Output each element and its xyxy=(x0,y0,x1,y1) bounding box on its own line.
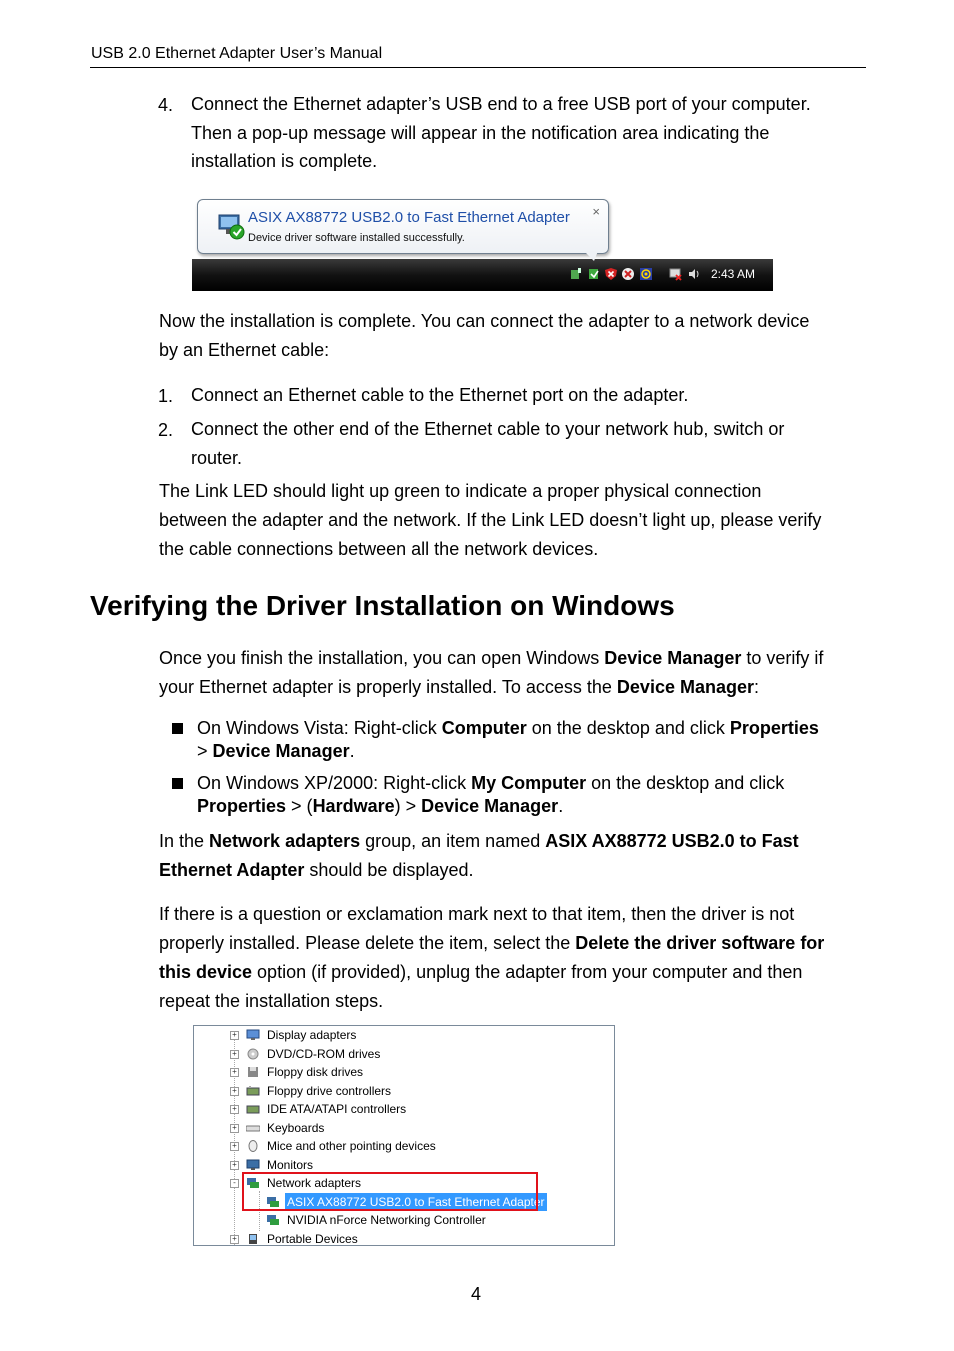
text: . xyxy=(558,796,564,816)
expand-icon[interactable]: + xyxy=(230,1142,239,1151)
display-adapter-icon xyxy=(246,1029,260,1041)
tree-item-label: IDE ATA/ATAPI controllers xyxy=(267,1102,407,1116)
paragraph-line: If there is a question or exclamation mark next to that item, then the driver is not xyxy=(159,904,795,924)
usb-device-icon[interactable] xyxy=(569,267,583,281)
bullet-square xyxy=(172,723,183,734)
tree-item-label: DVD/CD-ROM drives xyxy=(267,1046,381,1061)
bold-text: Hardware xyxy=(312,796,395,816)
paragraph-line: the cable connections between all the network devices. xyxy=(159,539,599,559)
mouse-icon xyxy=(246,1140,260,1152)
paragraph-link-led xyxy=(159,477,821,564)
list-item-2-line-2: router. xyxy=(191,447,243,468)
paragraph-troubleshoot xyxy=(159,900,824,1016)
tree-item-label: Display adapters xyxy=(267,1028,357,1042)
text: ) > xyxy=(394,796,422,816)
shield-icon[interactable] xyxy=(604,267,618,281)
bold-text: Device Manager xyxy=(212,741,350,761)
network-adapter-icon xyxy=(266,1214,280,1226)
text: on the desktop and click xyxy=(526,718,730,738)
paragraph-line: Now the installation is complete. You can connect the adapter to a network device xyxy=(159,311,810,331)
text: properly installed. Please delete the item, select the xyxy=(159,933,576,953)
list-item-2-number: 2. xyxy=(158,420,174,440)
security-alert-icon[interactable] xyxy=(621,267,635,281)
tree-item-label: NVIDIA nForce Networking Controller xyxy=(287,1213,486,1227)
text: . xyxy=(349,741,355,761)
text: In the xyxy=(159,831,210,851)
bold-text: Device Manager xyxy=(604,648,742,668)
portable-device-icon xyxy=(246,1233,260,1245)
bold-text: Properties xyxy=(729,718,819,738)
expand-icon[interactable]: + xyxy=(230,1031,239,1040)
tree-item-label-selected: ASIX AX88772 USB2.0 to Fast Ethernet Adapter xyxy=(287,1194,545,1209)
taskbar xyxy=(192,259,773,291)
floppy-disk-icon xyxy=(246,1066,260,1078)
wireless-icon[interactable] xyxy=(639,267,653,281)
tree-item-label: Portable Devices xyxy=(267,1231,358,1246)
paragraph-installation-complete xyxy=(159,307,809,365)
page-number: 4 xyxy=(471,1284,482,1304)
bold-text: Computer xyxy=(441,718,527,738)
monitor-icon xyxy=(246,1159,260,1171)
text: option (if provided), unplug the adapter from your computer and then xyxy=(252,962,803,982)
text: on the desktop and click xyxy=(586,773,785,793)
header-title: USB 2.0 Ethernet Adapter User’s Manual xyxy=(91,45,383,62)
bold-text: ASIX AX88772 USB2.0 to Fast xyxy=(545,831,799,851)
section-title: Verifying the Driver Installation on Windows xyxy=(90,590,675,621)
paragraph-device-manager xyxy=(159,644,823,702)
paragraph-line: between the adapter and the network. If the Link LED doesn’t light up, please verify xyxy=(159,510,822,530)
expand-icon[interactable]: + xyxy=(230,1161,239,1170)
text: > xyxy=(197,741,213,761)
text: : xyxy=(754,677,760,697)
bullet-xp xyxy=(197,772,784,818)
step-4-line-1: Connect the Ethernet adapter’s USB end to a free USB port of your computer. xyxy=(191,94,811,114)
step-4-line-3: installation is complete. xyxy=(191,151,378,171)
text: to verify if xyxy=(741,648,824,668)
expand-icon[interactable]: + xyxy=(230,1068,239,1077)
bullet-square xyxy=(172,778,183,789)
collapse-icon[interactable]: - xyxy=(230,1179,239,1188)
list-item-2-text xyxy=(191,415,784,472)
bold-text: Network adapters xyxy=(209,831,361,851)
tree-item-label: Keyboards xyxy=(267,1120,325,1135)
tree-item-label: Monitors xyxy=(267,1157,314,1172)
tree-item-label: Mice and other pointing devices xyxy=(267,1139,436,1153)
list-item-1-text: Connect an Ethernet cable to the Ethernet port on the adapter. xyxy=(191,385,689,405)
bold-text: Device Manager xyxy=(616,677,754,697)
step-4-number: 4. xyxy=(158,95,174,115)
speaker-icon[interactable] xyxy=(687,267,701,281)
expand-icon[interactable]: + xyxy=(230,1105,239,1114)
tree-item-label: Floppy drive controllers xyxy=(267,1083,392,1098)
text: Once you finish the installation, you can open Windows xyxy=(159,648,605,668)
balloon-tail xyxy=(584,251,598,261)
expand-icon[interactable]: + xyxy=(230,1124,239,1133)
bold-text: Ethernet Adapter xyxy=(159,860,305,880)
expand-icon[interactable]: + xyxy=(230,1087,239,1096)
dvd-drive-icon xyxy=(246,1048,260,1060)
close-icon[interactable]: × xyxy=(592,204,600,219)
bold-text: Device Manager xyxy=(421,796,559,816)
network-adapter-icon xyxy=(218,212,246,240)
device-manager-screenshot xyxy=(193,1025,615,1246)
step-4-text xyxy=(191,90,811,176)
highlight-box xyxy=(242,1172,538,1211)
header-rule xyxy=(90,67,866,68)
paragraph-line: repeat the installation steps. xyxy=(159,991,384,1011)
notification-screenshot xyxy=(192,197,773,291)
ide-controller-icon xyxy=(246,1103,260,1115)
tray-clock[interactable]: 2:43 AM xyxy=(711,267,756,281)
text: > ( xyxy=(286,796,313,816)
text: On Windows XP/2000: Right-click xyxy=(197,773,472,793)
paragraph-line: by an Ethernet cable: xyxy=(159,340,330,360)
network-tray-icon[interactable] xyxy=(587,267,601,281)
list-item-2-line-1: Connect the other end of the Ethernet cable to your network hub, switch or xyxy=(191,419,785,439)
bold-text: this device xyxy=(159,962,253,982)
bullet-vista xyxy=(197,717,819,763)
list-item-1-number: 1. xyxy=(158,386,174,406)
step-4-line-2: Then a pop-up message will appear in the notification area indicating the xyxy=(191,122,770,143)
paragraph-network-adapters xyxy=(159,827,799,885)
text: should be displayed. xyxy=(304,860,474,880)
tree-item-label: Floppy disk drives xyxy=(267,1065,364,1079)
text: On Windows Vista: Right-click xyxy=(197,718,442,738)
bold-text: Delete the driver software for xyxy=(575,933,825,953)
text: your Ethernet adapter is properly installed. To access the xyxy=(159,677,617,697)
keyboard-icon xyxy=(246,1122,260,1134)
controller-icon xyxy=(246,1085,260,1097)
notification-title: ASIX AX88772 USB2.0 to Fast Ethernet Adapter xyxy=(248,209,570,226)
bold-text: Properties xyxy=(197,796,287,816)
notification-message: Device driver software installed successfully. xyxy=(248,232,465,244)
paragraph-line: The Link LED should light up green to indicate a proper physical connection xyxy=(159,481,762,501)
text: group, an item named xyxy=(360,831,546,851)
bold-text: My Computer xyxy=(471,773,587,793)
expand-icon[interactable]: + xyxy=(230,1235,239,1244)
expand-icon[interactable]: + xyxy=(230,1050,239,1059)
tree-item-label: Network adapters xyxy=(267,1176,362,1190)
network-disconnected-icon[interactable] xyxy=(669,267,683,281)
notification-balloon xyxy=(197,199,609,254)
